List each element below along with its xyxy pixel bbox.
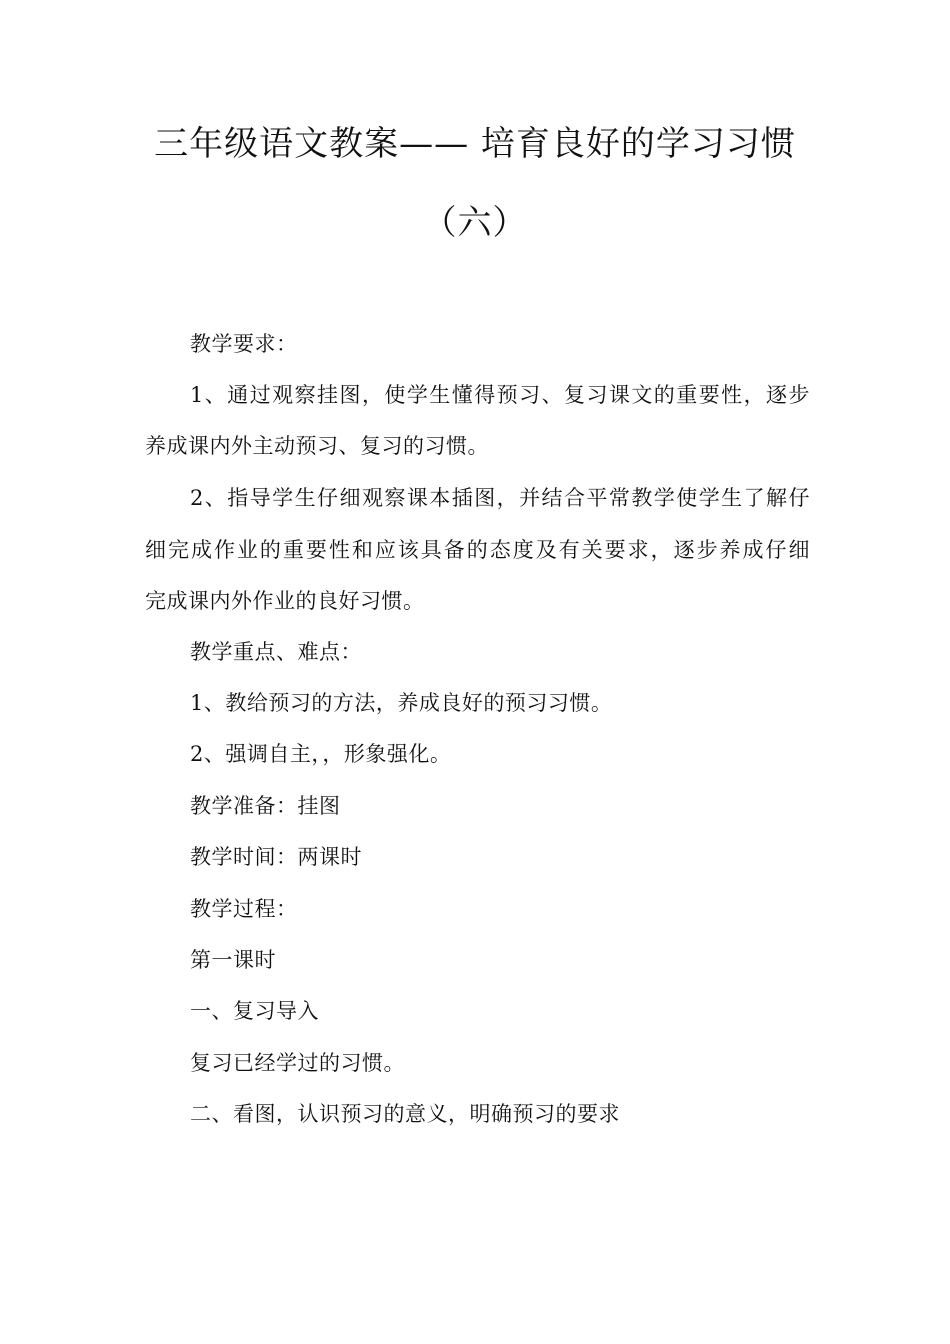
step-1-text: 复习已经学过的习惯。 [190,1051,405,1075]
requirement-1-line-2: 养成课内外主动预习、复习的习惯。 [145,434,489,458]
document-title: 三年级语文教案—— 培育良好的学习习惯 [154,124,796,164]
teaching-preparation: 教学准备：挂图 [190,794,341,818]
requirement-2-line-1: 2、指导学生仔细观察课本插图，并结合平常教学使学生了解仔 [190,486,810,510]
teaching-process-heading: 教学过程： [190,897,298,921]
requirement-2-line-3: 完成课内外作业的良好习惯。 [145,589,425,613]
requirement-2-line-2: 细完成作业的重要性和应该具备的态度及有关要求，逐步养成仔细 [145,538,810,562]
teaching-time: 教学时间：两课时 [190,845,362,869]
step-2-heading: 二、看图，认识预习的意义，明确预习的要求 [190,1102,620,1126]
requirement-1-line-1: 1、通过观察挂图，使学生懂得预习、复习课文的重要性，逐步 [190,383,810,407]
document-subtitle: （六） [422,203,528,243]
focus-heading: 教学重点、难点： [190,640,362,664]
lesson-1-heading: 第一课时 [190,948,276,972]
requirements-heading: 教学要求： [190,332,298,356]
focus-item-2: 2、强调自主，，形象强化。 [190,742,452,766]
step-1-heading: 一、复习导入 [190,999,319,1023]
focus-item-1: 1、教给预习的方法，养成良好的预习习惯。 [190,691,613,715]
